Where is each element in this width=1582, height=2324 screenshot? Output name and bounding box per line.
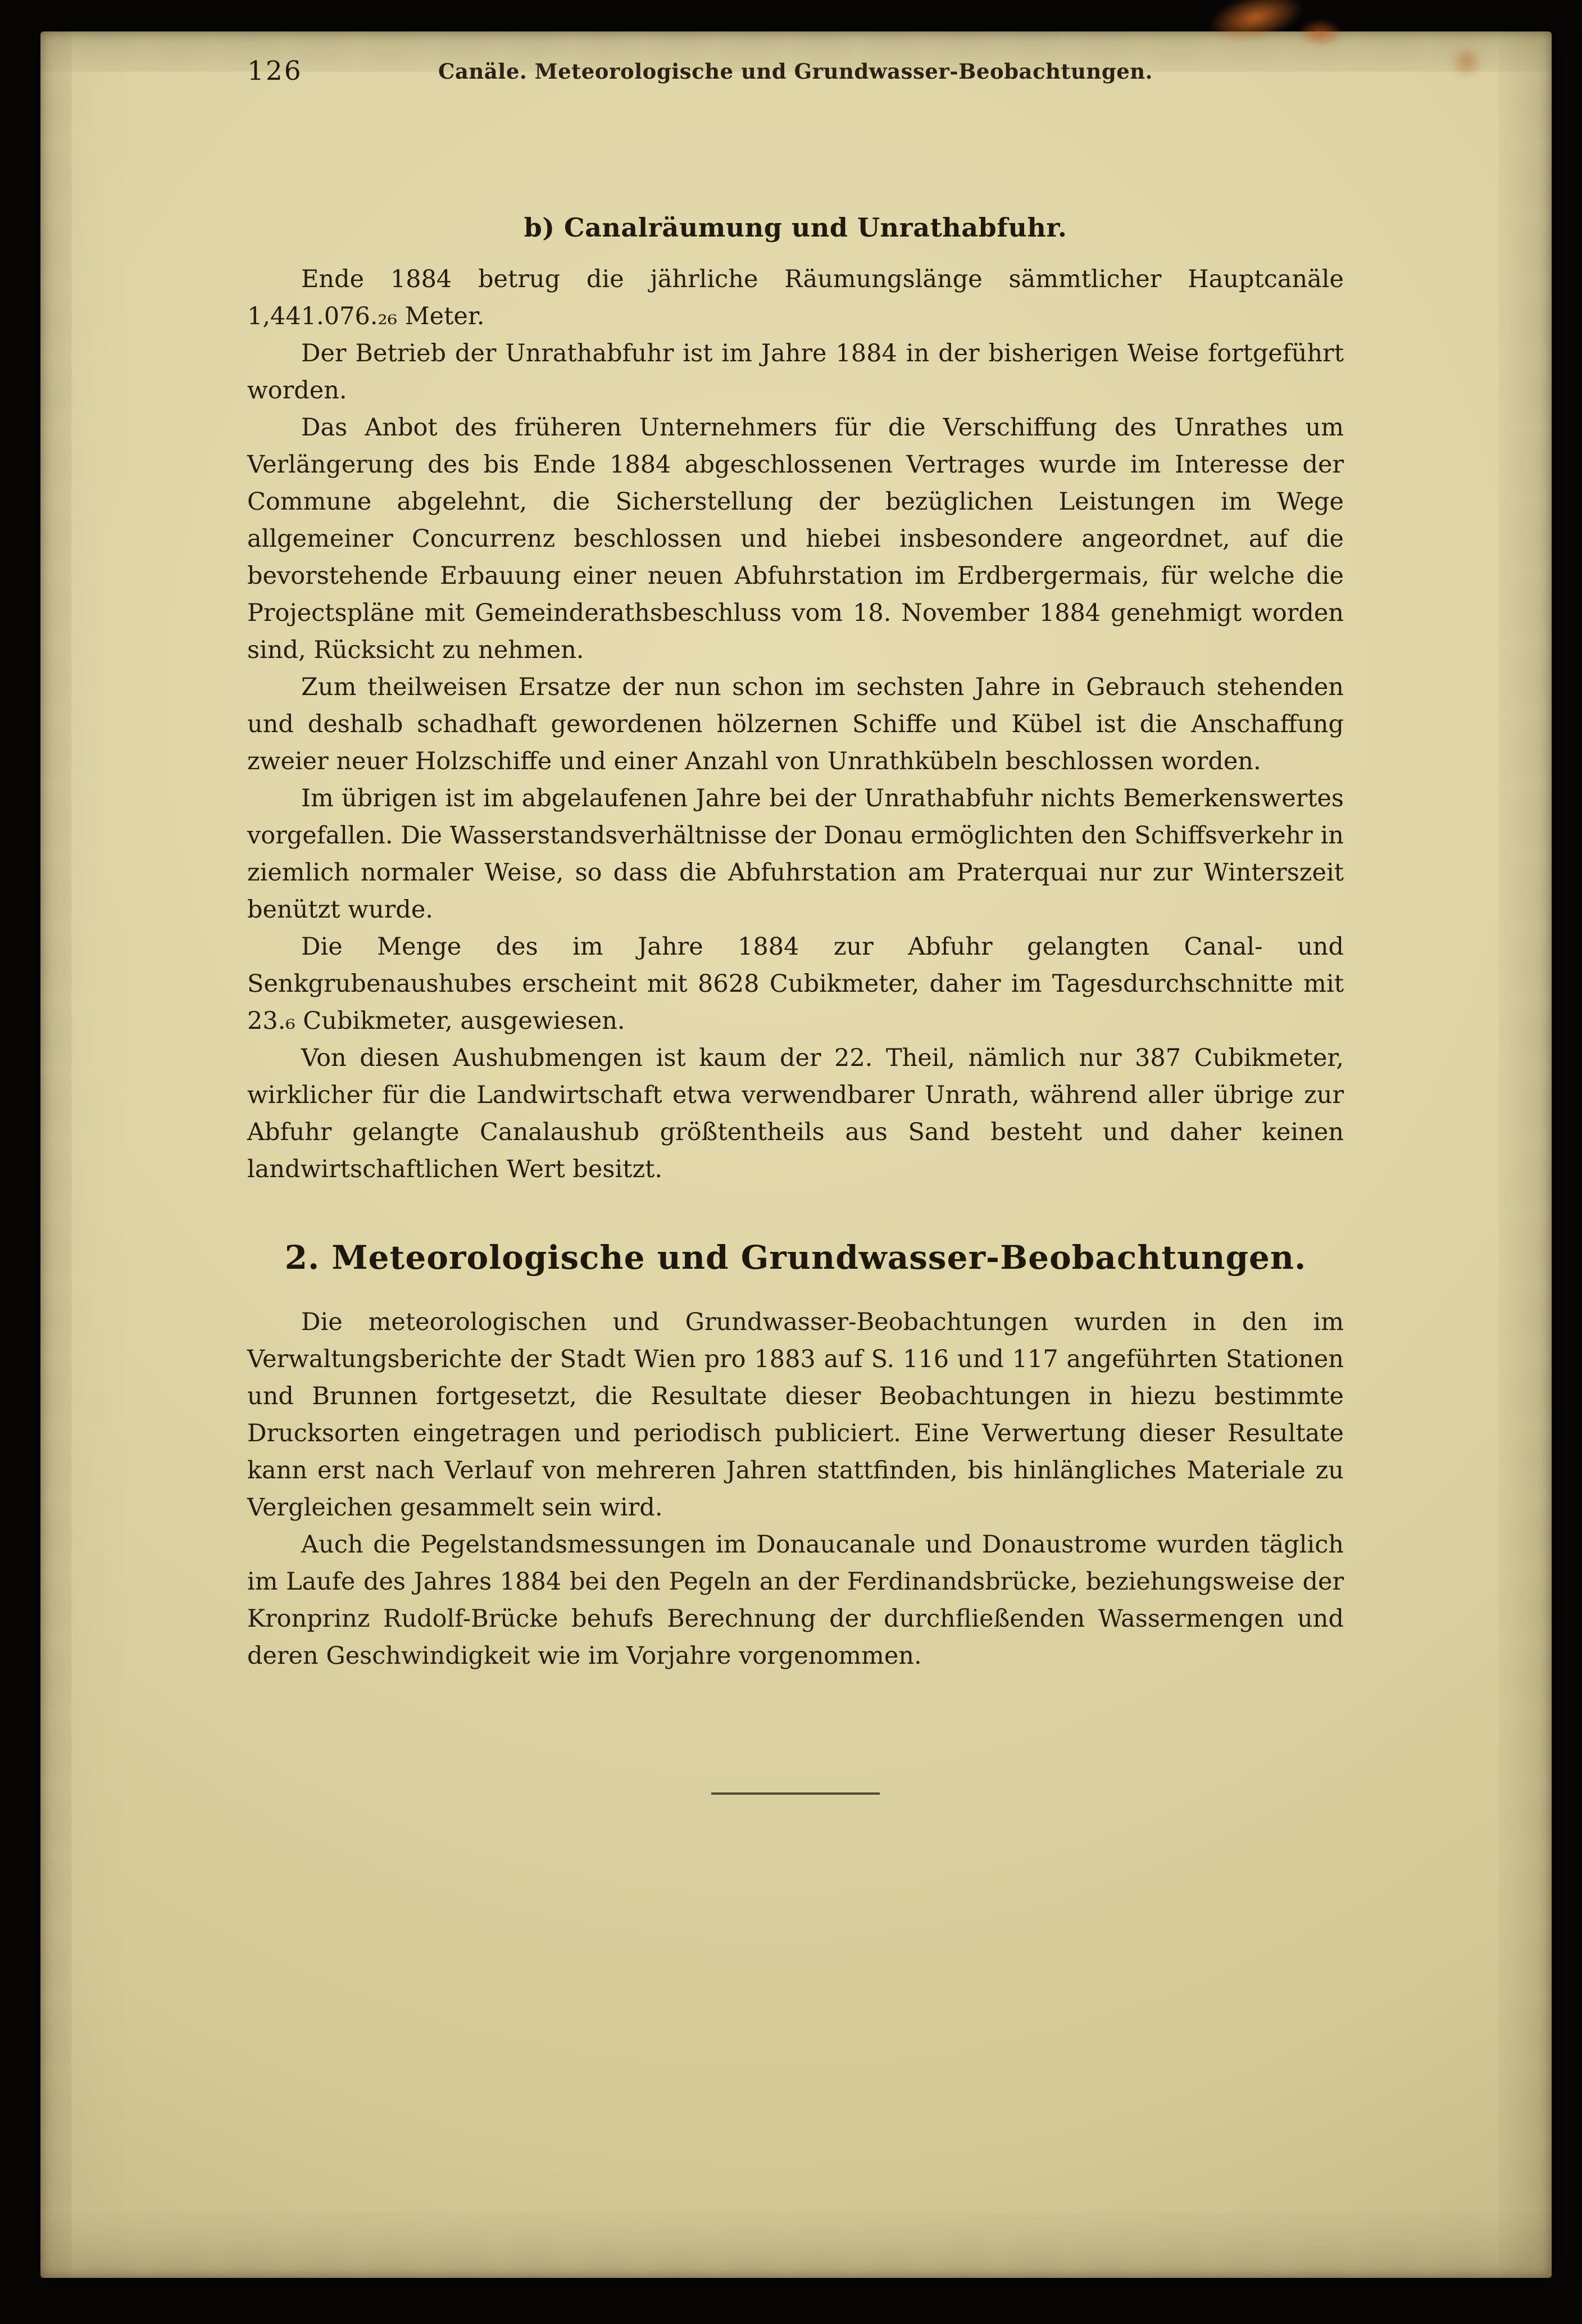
section-2-heading: 2. Meteorologische und Grundwasser-Beobachtungen. xyxy=(284,1238,1307,1277)
running-header: Canäle. Meteorologische und Grundwasser-Beobachtungen. xyxy=(438,59,1153,84)
paragraph: Von diesen Aushubmengen ist kaum der 22. Theil, nämlich nur 387 Cubikmeter, wirklicher für die Landwirtschaft etwa verwendbarer Unrath, während aller übrige zur Abfuhr gelangte Canalaushub größtentheils aus Sand besteht und daher keinen landwirtschaftlichen Wert besitzt. xyxy=(247,1044,1344,1183)
paragraph: Auch die Pegelstandsmessungen im Donaucanale und Donaustrome wurden täglich im Laufe des Jahres 1884 bei den Pegeln an der Ferdinandsbrücke, beziehungsweise der Kronprinz Rudolf-Brücke behufs Berechnung der durchfließenden Wassermengen und deren Geschwindigkeit wie im Vorjahre vorgenommen. xyxy=(247,1531,1344,1670)
paragraph: Das Anbot des früheren Unternehmers für die Verschiffung des Unrathes um Verlängerung des bis Ende 1884 abgeschlossenen Vertrages wurde im Interesse der Commune abgelehnt, die Sicherstellung der bezüglichen Leistungen im Wege allgemeiner Concurrenz beschlossen und hiebei insbesondere angeordnet, auf die bevorstehende Erbauung einer neuen Abfuhrstation im Erdbergermais, für welche die Projectspläne mit Gemeinderathsbeschluss vom 18. November 1884 genehmigt worden sind, Rücksicht zu nehmen. xyxy=(247,414,1344,664)
paragraph: Die Menge des im Jahre 1884 zur Abfuhr gelangten Canal- und Senkgrubenaushubes erscheint mit 8628 Cubikmeter, daher im Tagesdurchschnitte mit 23.₆ Cubikmeter, ausgewiesen. xyxy=(247,933,1344,1035)
paragraph: Zum theilweisen Ersatze der nun schon im sechsten Jahre in Gebrauch stehenden und deshalb schadhaft gewordenen hölzernen Schiffe und Kübel ist die Anschaffung zweier neuer Holzschiffe und einer Anzahl von Unrathkübeln beschlossen worden. xyxy=(247,673,1344,775)
text-column xyxy=(247,57,1344,1795)
page-number: 126 xyxy=(247,56,303,87)
section-divider xyxy=(711,1792,880,1795)
paragraph: Im übrigen ist im abgelaufenen Jahre bei der Unrathabfuhr nichts Bemerkenswertes vorgefallen. Die Wasserstandsverhältnisse der Donau ermöglichten den Schiffsverkehr in ziemlich normaler Weise, so dass die Abfuhrstation am Praterquai nur zur Winterszeit benützt wurde. xyxy=(247,784,1344,924)
book-page xyxy=(40,31,1552,2278)
paragraph: Ende 1884 betrug die jährliche Räumungslänge sämmtlicher Hauptcanäle 1,441.076.₂₆ Meter. xyxy=(247,265,1344,330)
paragraph: Der Betrieb der Unrathabfuhr ist im Jahre 1884 in der bisherigen Weise fortgeführt worden. xyxy=(247,339,1344,405)
running-head xyxy=(247,57,1344,85)
paragraph: Die meteorologischen und Grundwasser-Beobachtungen wurden in den im Verwaltungsberichte der Stadt Wien pro 1883 auf S. 116 und 117 angeführten Stationen und Brunnen fortgesetzt, die Resultate dieser Beobachtungen in hiezu bestimmte Drucksorten eingetragen und periodisch publiciert. Eine Verwertung dieser Resultate kann erst nach Verlauf von mehreren Jahren stattfinden, bis hinlängliches Materiale zu Vergleichen gesammelt sein wird. xyxy=(247,1308,1344,1522)
section-b-heading: b) Canalräumung und Unrathabfuhr. xyxy=(524,212,1067,243)
